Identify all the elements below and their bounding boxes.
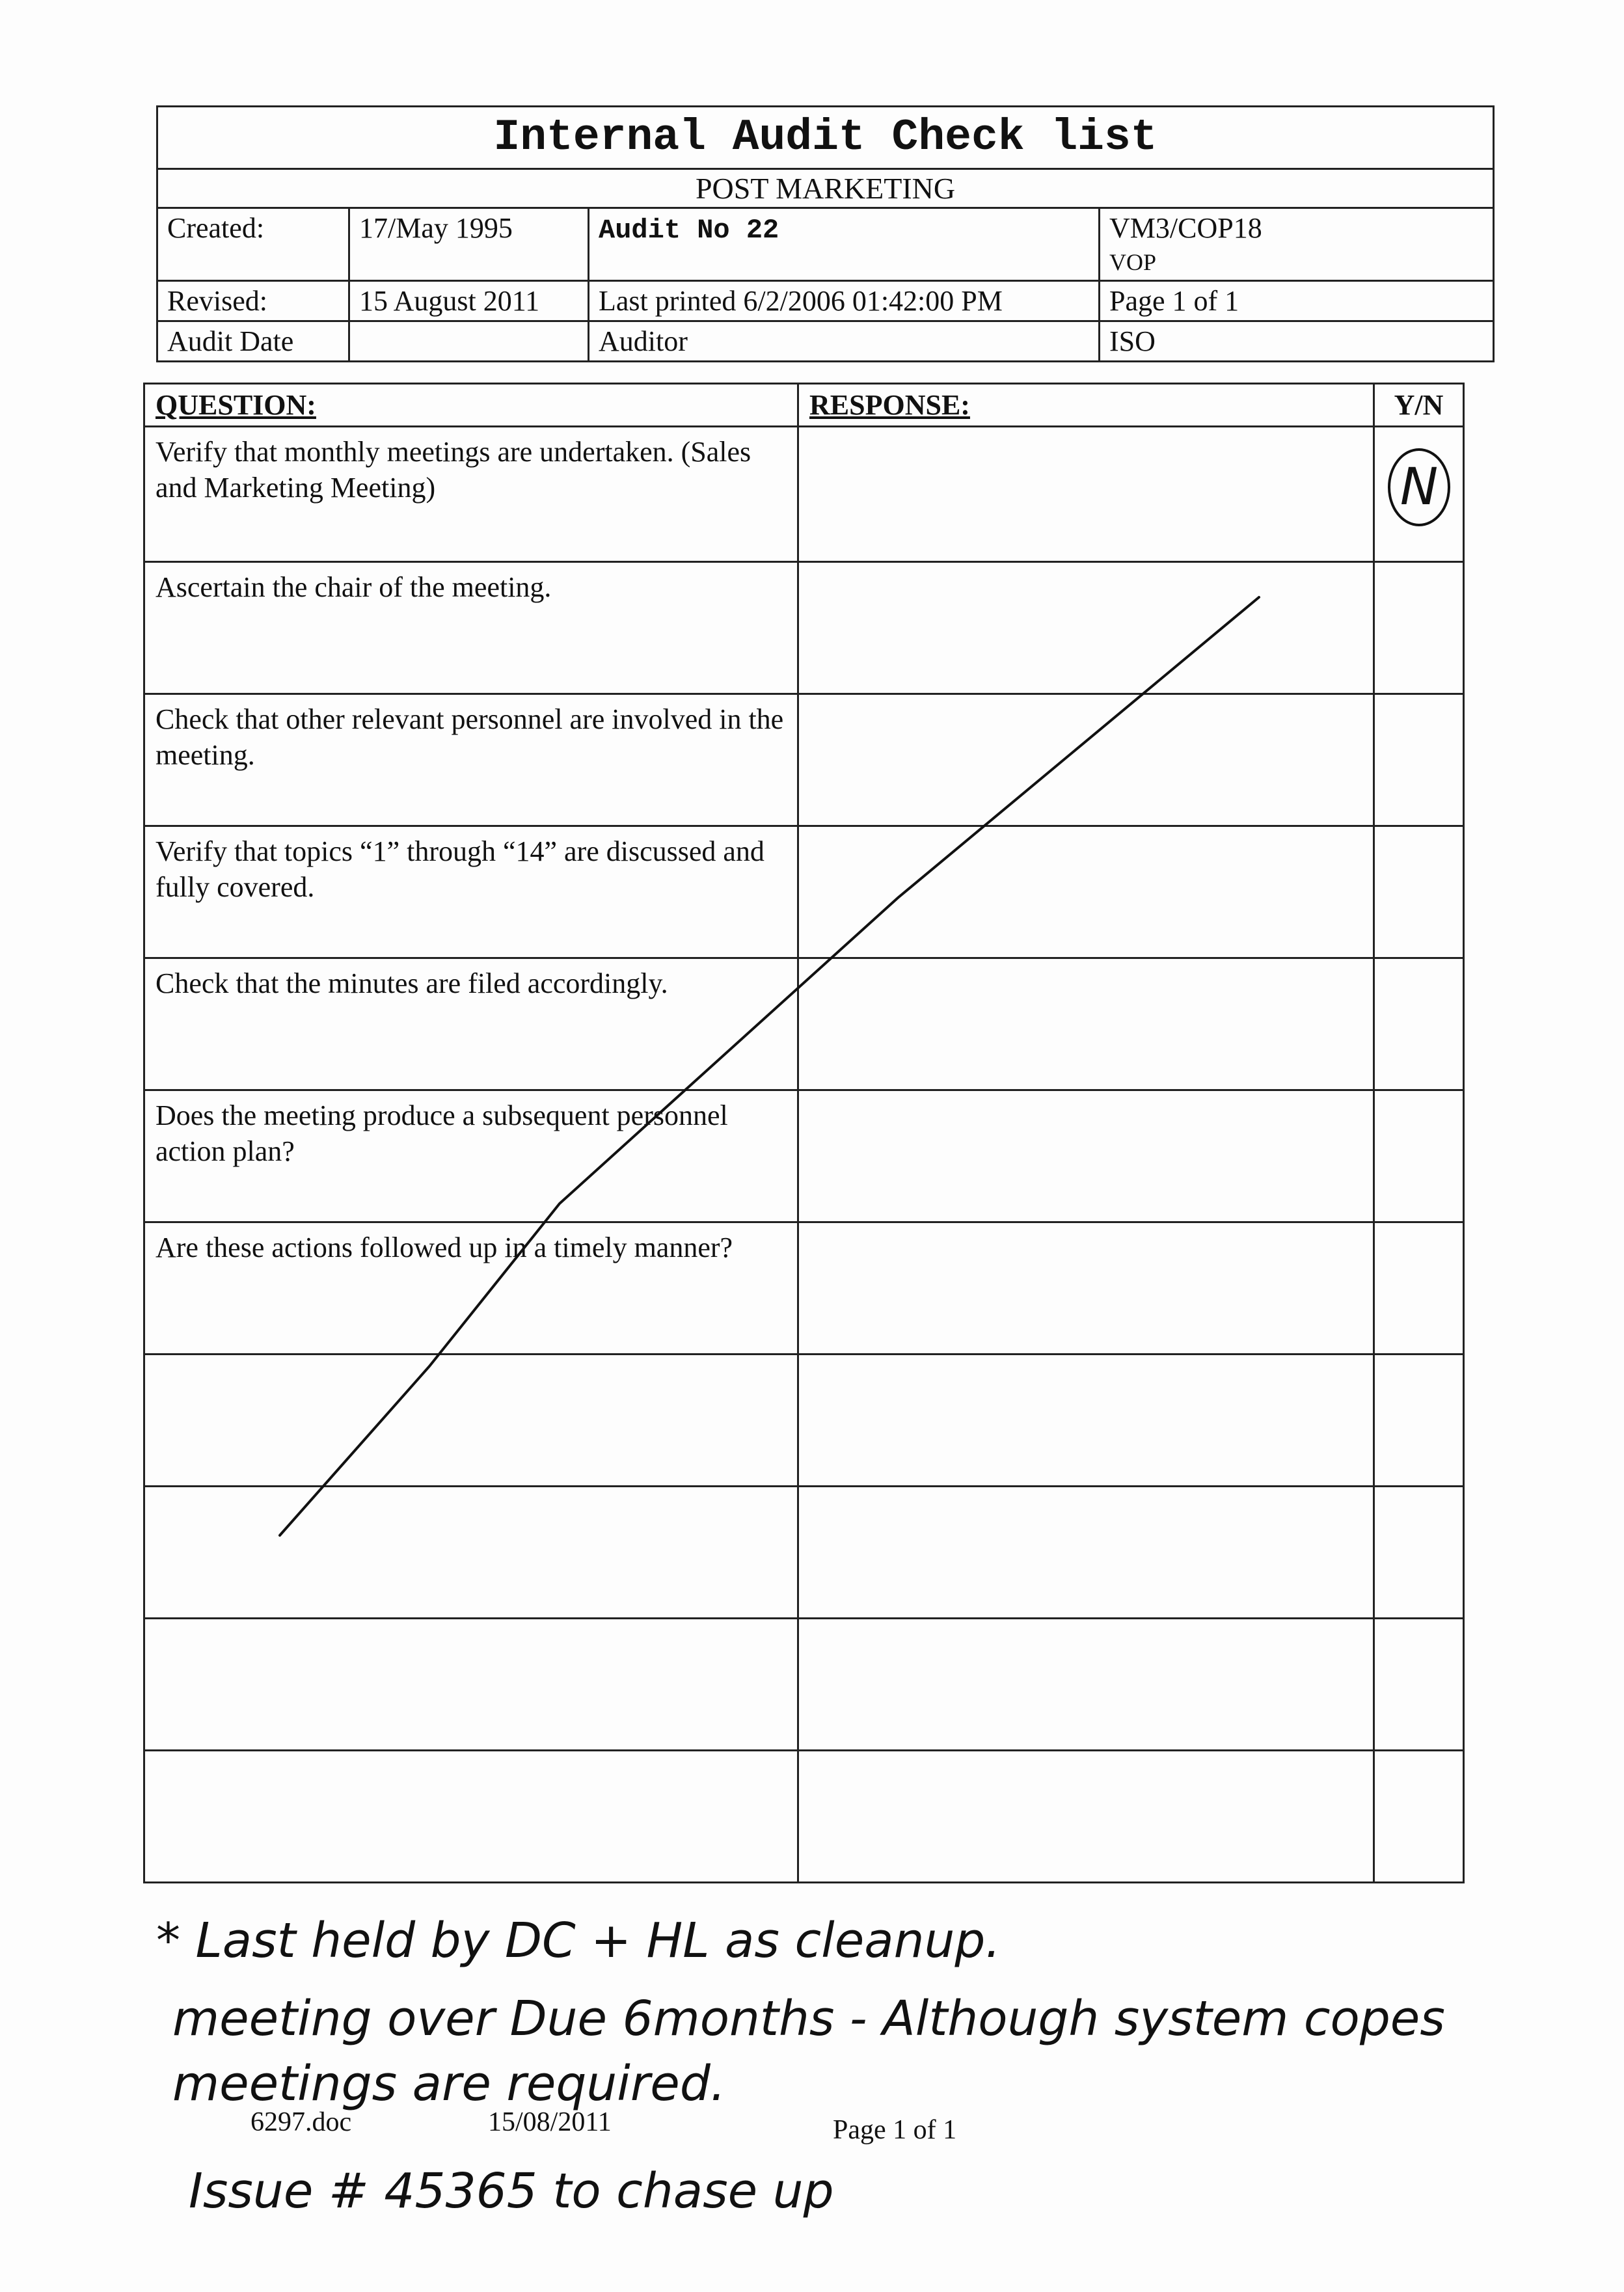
checklist-row [144,562,1464,694]
document-subtitle: POST MARKETING [157,169,1494,208]
response-cell[interactable] [798,1751,1374,1883]
question-cell: Are these actions followed up in a timely manner? [144,1222,798,1355]
footer-filename: 6297.doc [250,2107,352,2137]
last-printed: Last printed 6/2/2006 01:42:00 PM [589,281,1100,321]
yn-cell[interactable] [1374,1751,1464,1883]
handwritten-note-line-2: meeting over Due 6months - Although system copes [172,1991,1445,2047]
response-cell[interactable] [798,1355,1374,1487]
document-title: Internal Audit Check list [157,107,1494,169]
checklist-row [144,694,1464,826]
auditor-label: Auditor [589,321,1100,362]
audit-number: Audit No 22 [599,215,779,246]
yn-cell[interactable] [1374,1222,1464,1355]
response-cell[interactable] [798,427,1374,562]
question-cell: Does the meeting produce a subsequent personnel action plan? [144,1090,798,1222]
question-cell: Ascertain the chair of the meeting. [144,562,798,694]
checklist-row [144,1619,1464,1751]
checklist-row [144,826,1464,958]
checklist-row [144,1090,1464,1222]
question-cell: Verify that monthly meetings are undertaken. (Sales and Marketing Meeting) [144,427,798,562]
yn-cell[interactable] [1374,958,1464,1090]
checklist-table [143,383,1465,1883]
response-cell[interactable] [798,1090,1374,1222]
checklist-row [144,958,1464,1090]
response-cell[interactable] [798,562,1374,694]
question-cell [144,1355,798,1487]
checklist-row [144,427,1464,562]
handwritten-note-line-1: * Last held by DC + HL as cleanup. [156,1913,1001,1969]
created-value: 17/May 1995 [349,208,589,281]
revised-label: Revised: [157,281,349,321]
checklist-row [144,1487,1464,1619]
response-cell[interactable] [798,1487,1374,1619]
yn-cell[interactable] [1374,826,1464,958]
response-cell[interactable] [798,1619,1374,1751]
handwritten-issue-line: Issue # 45365 to chase up [189,2163,834,2219]
yn-cell[interactable] [1374,562,1464,694]
doc-type: VOP [1109,249,1157,275]
yn-cell[interactable] [1374,1487,1464,1619]
revised-value: 15 August 2011 [349,281,589,321]
response-column-header: RESPONSE: [798,384,1374,427]
checklist-row [144,1222,1464,1355]
standard-label: ISO [1100,321,1494,362]
yn-cell[interactable] [1374,1090,1464,1222]
footer-date: 15/08/2011 [488,2107,612,2137]
question-column-header: QUESTION: [144,384,798,427]
question-cell [144,1619,798,1751]
yn-cell[interactable] [1374,1619,1464,1751]
yn-cell[interactable] [1374,1355,1464,1487]
yn-cell[interactable] [1374,427,1464,562]
response-cell[interactable] [798,958,1374,1090]
question-cell: Verify that topics “1” through “14” are discussed and fully covered. [144,826,798,958]
response-cell[interactable] [798,694,1374,826]
checklist-row [144,1751,1464,1883]
question-cell [144,1751,798,1883]
response-cell[interactable] [798,826,1374,958]
created-label: Created: [157,208,349,281]
question-cell: Check that the minutes are filed accordingly. [144,958,798,1090]
page-number: Page 1 of 1 [1100,281,1494,321]
question-cell [144,1487,798,1619]
yn-mark: N [1400,458,1439,517]
yn-column-header: Y/N [1374,384,1464,427]
footer-page: Page 1 of 1 [833,2115,957,2145]
header-table [156,105,1495,362]
yn-cell[interactable] [1374,694,1464,826]
audit-date-value[interactable] [349,321,589,362]
doc-ref: VM3/COP18 [1109,212,1262,244]
audit-date-label: Audit Date [157,321,349,362]
checklist-row [144,1355,1464,1487]
response-cell[interactable] [798,1222,1374,1355]
handwritten-note-line-3: meetings are required. [172,2056,726,2112]
circled-letter-icon [1385,434,1457,532]
question-cell: Check that other relevant personnel are involved in the meeting. [144,694,798,826]
